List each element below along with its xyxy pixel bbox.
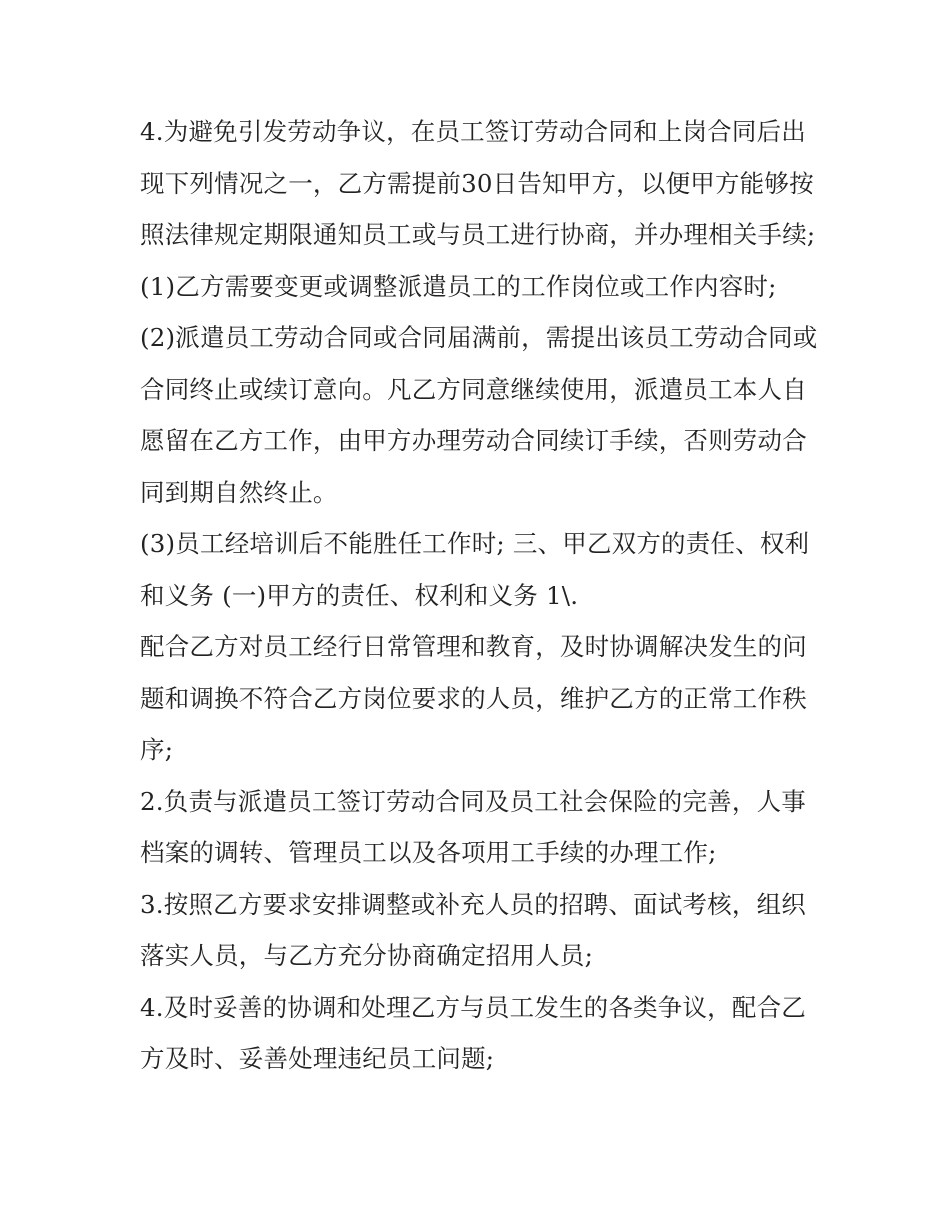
paragraph-duty-1: 配合乙方对员工经行日常管理和教育，及时协调解决发生的问题和调换不符合乙方岗位要求的人员，维护乙方的正常工作秩序; — [140, 632, 807, 764]
paragraph-duty-2: 2.负责与派遣员工签订劳动合同及员工社会保险的完善，人事档案的调转、管理员工以及各项用工手续的办理工作; — [140, 786, 806, 867]
paragraph-item-2: (2)派遣员工劳动合同或合同届满前，需提出该员工劳动合同或合同终止或续订意向。凡乙方同意继续使用，派遣员工本人自愿留在乙方工作，由甲方办理劳动合同续订手续，否则劳动合同到期自然终止。 — [140, 323, 818, 507]
paragraph-duty-4: 4.及时妥善的协调和处理乙方与员工发生的各类争议，配合乙方及时、妥善处理违纪员工问题; — [140, 992, 806, 1073]
paragraph-duty-3: 3.按照乙方要求安排调整或补充人员的招聘、面试考核，组织落实人员，与乙方充分协商确定招用人员; — [140, 889, 806, 970]
paragraph-item-3-and-section-3: (3)员工经培训后不能胜任工作时; 三、甲乙双方的责任、权利和义务 (一)甲方的责任、权利和义务 1\. — [140, 529, 810, 610]
paragraph-item-1: (1)乙方需要变更或调整派遣员工的工作岗位或工作内容时; — [140, 271, 777, 301]
paragraph-notice-clause-4: 4.为避免引发劳动争议，在员工签订劳动合同和上岗合同后出现下列情况之一，乙方需提前30日告知甲方，以便甲方能够按照法律规定期限通知员工或与员工进行协商，并办理相关手续; — [140, 117, 816, 249]
document-body — [140, 106, 820, 1085]
